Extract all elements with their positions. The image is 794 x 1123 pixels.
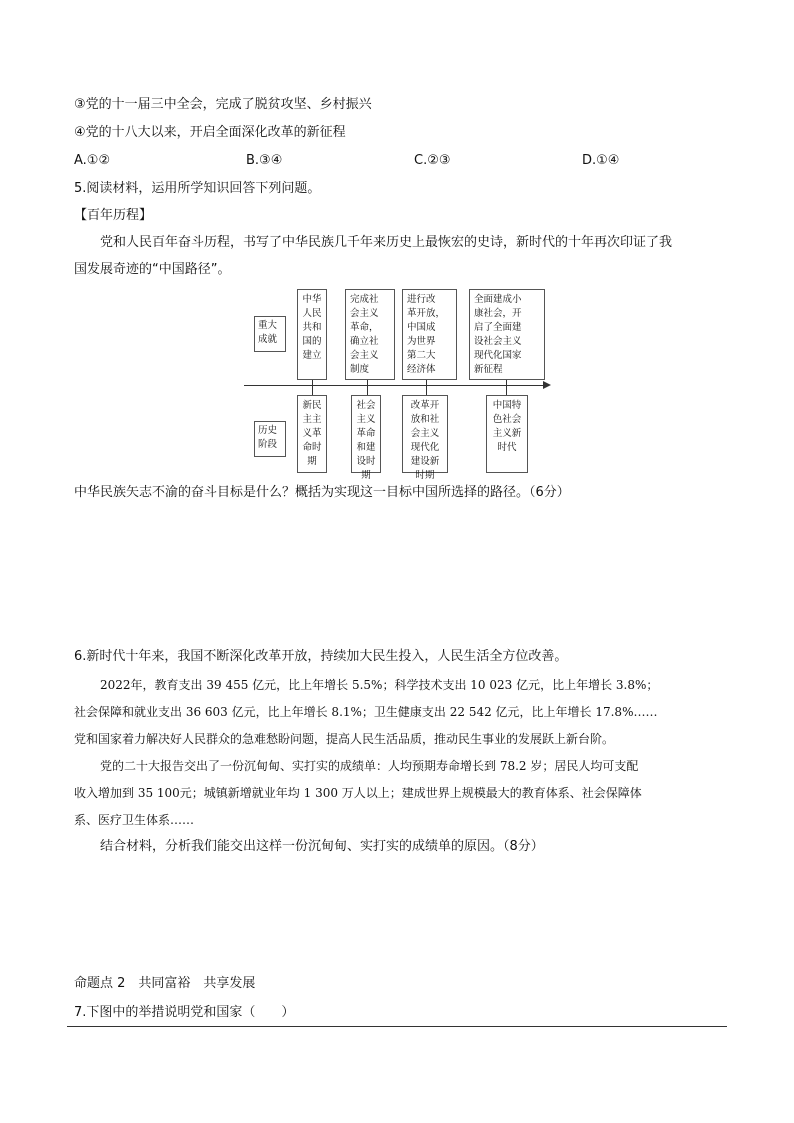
option-d: D.①④: [582, 153, 620, 168]
achievement-box-3: 进行改 革开放， 中国成 为世界 第二大 经济体: [402, 289, 457, 380]
question-6-prompt: 结合材料，分析我们能交出这样一份沉甸甸、实打实的成绩单的原因。（8分）: [100, 839, 544, 854]
section-heading: 命题点 2 共同富裕 共享发展: [74, 976, 256, 991]
timeline-axis: [244, 385, 544, 386]
tick-3: [426, 380, 427, 395]
question-7-stem: 7.下图中的举措说明党和国家（ ）: [74, 1005, 295, 1020]
material-1-line-2: 社会保障和就业支出 36 603 亿元，比上年增长 8.1%；卫生健康支出 22 542 亿元，比上年增长 17.8%……: [74, 705, 658, 719]
option-c: C.②③: [414, 153, 451, 168]
stage-box-2: 社会 主义 革命 和建 设时 期: [351, 395, 381, 473]
achievement-box-4: 全面建成小 康社会，开 启了全面建 设社会主义 现代化国家 新征程: [469, 289, 545, 380]
achievement-box-1: 中华 人民 共和 国的 建立: [297, 289, 327, 380]
label-achievements: 重大 成就: [254, 316, 286, 352]
option-a: A.①②: [74, 153, 111, 168]
bottom-rule: [67, 1026, 727, 1027]
label-stages: 历史 阶段: [254, 421, 286, 457]
tick-4: [506, 380, 507, 395]
stage-box-4: 中国特 色社会 主义新 时代: [486, 395, 528, 473]
tick-1: [312, 380, 313, 395]
question-5-prompt: 中华民族矢志不渝的奋斗目标是什么？概括为实现这一目标中国所选择的路径。（6分）: [74, 485, 570, 500]
option-b: B.③④: [246, 153, 283, 168]
tick-2: [367, 380, 368, 395]
material-1-line-3: 党和国家着力解决好人民群众的急难愁盼问题，提高人民生活品质，推动民生事业的发展跃上新台阶。: [74, 732, 615, 746]
material-2-line-2: 收入增加到 35 100元；城镇新增就业年均 1 300 万人以上；建成世界上规模最大的教育体系、社会保障体: [74, 786, 642, 800]
material-2-line-3: 系、医疗卫生体系……: [74, 813, 195, 827]
item-3: ③党的十一届三中全会，完成了脱贫攻坚、乡村振兴: [74, 97, 372, 112]
section-title: 【百年历程】: [74, 208, 153, 223]
material-para-line-2: 国发展奇迹的“中国路径”。: [74, 262, 231, 277]
axis-arrow-icon: [543, 381, 551, 389]
achievement-box-2: 完成社 会主义 革命， 确立社 会主义 制度: [345, 289, 395, 380]
material-1-line-1: 2022年，教育支出 39 455 亿元，比上年增长 5.5%；科学技术支出 10 023 亿元，比上年增长 3.8%；: [100, 678, 659, 692]
material-para-line-1: 党和人民百年奋斗历程，书写了中华民族几千年来历史上最恢宏的史诗，新时代的十年再次印证了我: [100, 235, 673, 250]
item-4: ④党的十八大以来，开启全面深化改革的新征程: [74, 125, 346, 140]
question-6-stem: 6.新时代十年来，我国不断深化改革开放，持续加大民生投入，人民生活全方位改善。: [74, 649, 568, 664]
question-5-stem: 5.阅读材料，运用所学知识回答下列问题。: [74, 181, 321, 196]
stage-box-3: 改革开 放和社 会主义 现代化 建设新 时期: [402, 395, 448, 473]
material-2-line-1: 党的二十大报告交出了一份沉甸甸、实打实的成绩单：人均预期寿命增长到 78.2 岁；居民人均可支配: [100, 759, 639, 773]
stage-box-1: 新民 主主 义革 命时 期: [297, 395, 327, 473]
